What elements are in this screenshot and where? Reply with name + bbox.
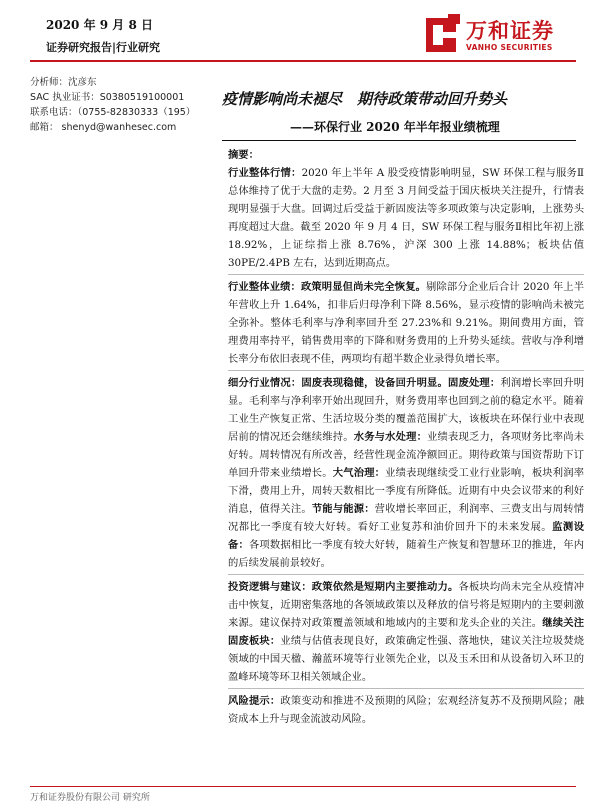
- footer-text: 万和证券股份有限公司 研究所: [30, 793, 150, 803]
- report-title: 疫情影响尚未褪尽 期待政策带动回升势头: [222, 90, 508, 108]
- abstract-paragraph-risk: [228, 692, 584, 728]
- analyst-email: 邮箱： shenyd@wanhesec.com: [30, 122, 177, 133]
- title-divider: [222, 140, 576, 141]
- report-header: [46, 16, 160, 55]
- footer-divider: [30, 786, 576, 787]
- analyst-info: [30, 75, 220, 135]
- paragraph-heading: 投资逻辑与建议：政策依然是短期内主要推动力。: [228, 581, 459, 593]
- company-logo: [424, 14, 574, 60]
- subsector-heading-energy: 节能与能源：: [311, 503, 375, 515]
- section-divider: [228, 274, 584, 275]
- subsector-heading-monitor: 监测设备：: [228, 521, 585, 551]
- logo-english-name: VANHO SECURITIES: [466, 43, 553, 52]
- abstract-paragraph-subsectors: [228, 374, 584, 572]
- abstract-paragraph-market: [228, 164, 584, 272]
- paragraph-text: 各板块均尚未完全从疫情冲击中恢复，近期密集落地的各领域政策以及释放的信号将是短期内的主要刺激来源。建议保持对政策覆盖领域和地域内的主要和龙头企业的关注。: [228, 581, 584, 629]
- analyst-phone: 联系电话：（0755-82830333（195）: [30, 107, 196, 118]
- paragraph-text: 剔除部分企业后合计 2020 年上半年营收上升 1.64%，扣非后归母净利下降 8.56%，显示疫情的影响尚未被完全弥补。整体毛利率与净利率回升至 27.23%和 9.21%。期间费用方面，管理费用率持平，销售费用率的下降和财务费用的上升势头延续。营收与净利增长率分布依旧表现不佳，两项均有超半数企业录得负增长率。: [228, 281, 584, 365]
- subsector-heading-water: 水务与水处理：: [353, 431, 428, 443]
- header-divider: [30, 60, 576, 62]
- vanho-logo-icon: [424, 14, 462, 56]
- subsector-text-monitor: 各项数据相比一季度有较大好转，随着生产恢复和智慧环卫的推进，年内的后续发展前景较好。: [228, 539, 584, 569]
- logo-chinese-name: 万和证券: [466, 19, 554, 43]
- abstract-heading: 摘要：: [228, 149, 259, 161]
- focus-text: 业绩与估值表现良好，政策确定性强、落地快，建议关注垃圾焚烧领域的中国天楹、瀚蓝环境等行业领先企业，以及玉禾田和从设备切入环卫的盈峰环境等环卫相关领域企业。: [228, 635, 585, 683]
- subsector-text-energy: 营收增长率回正，利润率、三费支出与周转情况都比一季度有较大好转。看好工业复苏和油价回升下的未来发展。: [228, 503, 585, 533]
- section-divider: [228, 688, 584, 689]
- paragraph-text: 政策变动和推进不及预期的风险；宏观经济复苏不及预期风险；融资成本上升与现金流波动风险。: [228, 695, 585, 725]
- report-subtitle: ——环保行业 2020 年半年报业绩梳理: [290, 120, 500, 134]
- subsector-text-air: 业绩表现继续受工业行业影响，板块利润率下滑，费用上升，周转天数相比一季度有所降低。近期有中央会议带来的利好消息，值得关注。: [228, 467, 585, 515]
- abstract-paragraph-performance: [228, 278, 584, 368]
- analyst-name: 分析师：沈彦东: [30, 77, 97, 88]
- paragraph-heading: 细分行业情况：固废表现稳健，设备回升明显。固废处理：: [228, 377, 501, 389]
- paragraph-text: 利润增长率回升明显。毛利率与净利率开始出现回升，财务费用率也回到之前的稳定水平。随着工业生产恢复正常、生活垃圾分类的覆盖范围扩大，该板块在环保行业中表现居前的情况还会继续维持。: [228, 377, 585, 443]
- subsector-heading-air: 大气治理：: [332, 467, 386, 479]
- abstract-paragraph-investment: [228, 578, 584, 686]
- paragraph-heading: 行业整体业绩：政策明显但尚未完全恢复。: [228, 281, 427, 293]
- paragraph-heading: 风险提示：: [228, 695, 281, 707]
- paragraph-text: 2020 年上半年 A 股受疫情影响明显，SW 环保工程与服务Ⅱ总体维持了优于大盘的走势。2 月至 3 月间受益于国庆板块关注提升，行情表现明显强于大盘。回调过后受益于新固废法等多项政策与决定影响，上涨势头再度超过大盘。截至 2020 年 9 月 4 日，SW 环保工程与服务Ⅱ相比年初上涨 18.92%，上证综指上涨 8.76%，沪深 300 上涨 14.88%；板块估值 30PE/2.4PB 左右，达到近期高点。: [228, 167, 585, 269]
- section-divider: [228, 370, 584, 371]
- report-type: 证券研究报告|行业研究: [46, 41, 161, 54]
- analyst-sac: SAC 执业证书：S0380519100001: [30, 92, 185, 103]
- subsector-text-water: 业绩表现乏力，各项财务比率尚未好转。周转情况有所改善，经营性现金流净额回正。期待政策与国资帮助下订单回升带来业绩增长。: [228, 431, 585, 479]
- section-divider: [228, 574, 584, 575]
- paragraph-heading: 行业整体行情：: [228, 167, 302, 179]
- abstract-section: [228, 146, 584, 728]
- report-date: 2020 年 9 月 8 日: [46, 18, 153, 32]
- focus-heading: 继续关注固废板块：: [228, 617, 585, 647]
